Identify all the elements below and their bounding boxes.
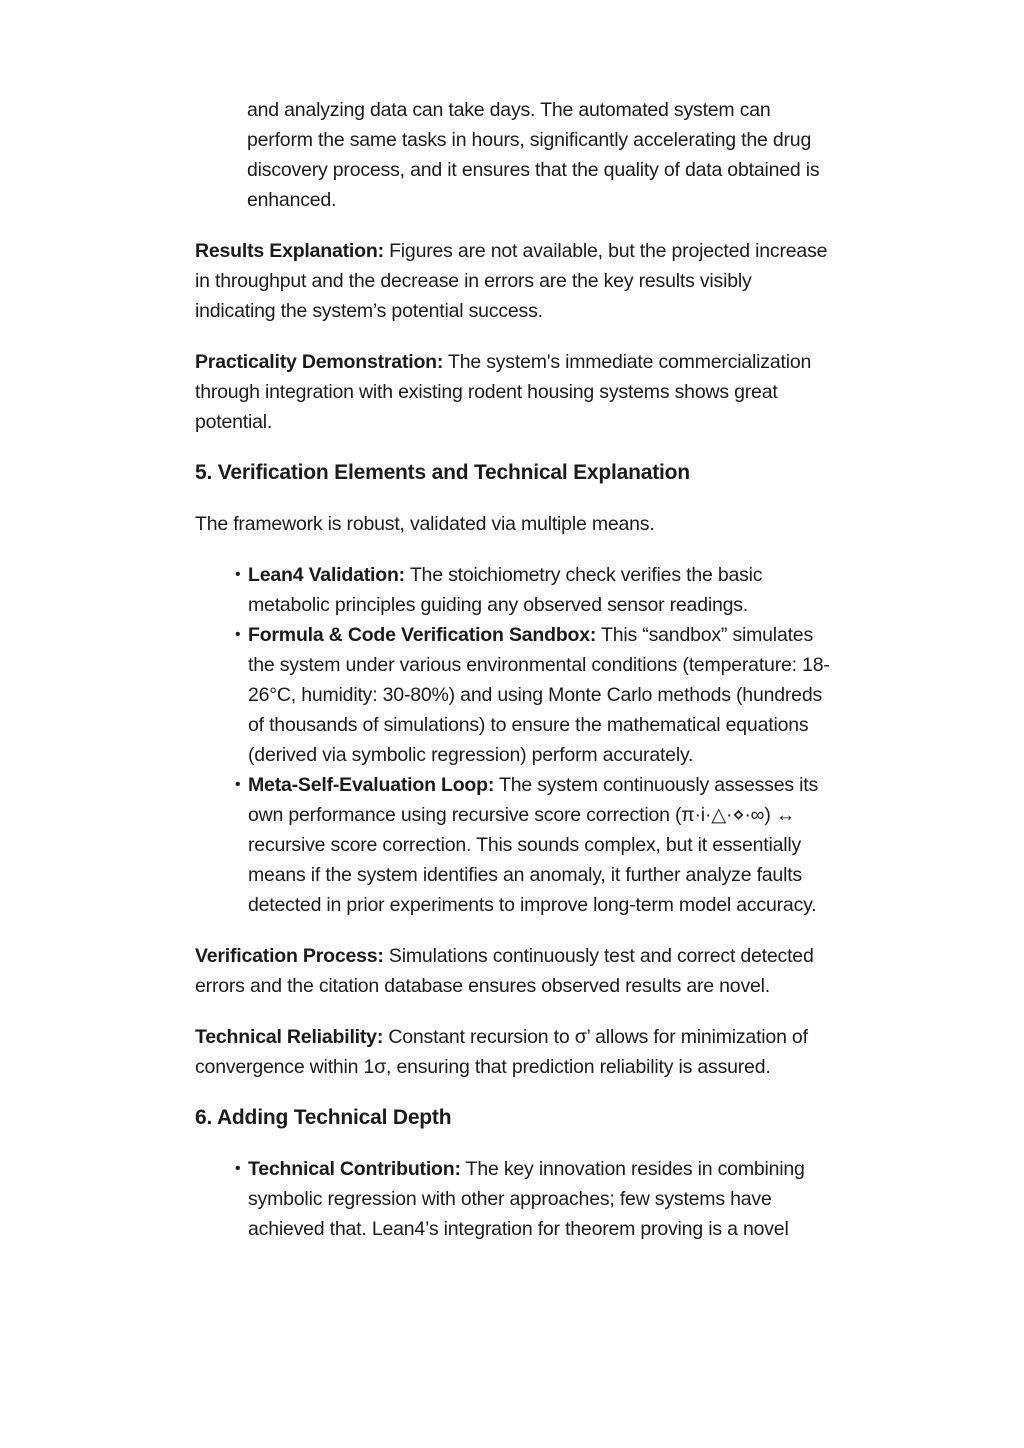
- list-item-technical-contribution: [195, 1154, 835, 1244]
- list-item-formula-code-sandbox: [195, 620, 835, 770]
- paragraph-technical-reliability: [195, 1022, 835, 1082]
- section-heading-verification-elements: 5. Verification Elements and Technical Explanation: [195, 461, 690, 484]
- list-item-text: The system continuously assesses its own performance using recursive score correction (π·i·△·⋄·∞) ↔ recursive score correction. This sounds complex, but it essentially means if the system identifies an anomaly, it further analyze faults detected in prior experiments to improve long-term model accuracy.: [248, 774, 819, 916]
- list-item-text: This “sandbox” simulates the system under various environmental conditions (temperature: 18-26°C, humidity: 30-80%) and using Monte Carlo methods (hundreds of thousands of simulations) to ensure the mathematical equations (derived via symbolic regression) perform accurately.: [248, 624, 830, 766]
- paragraph-text: Figures are not available, but the projected increase in throughput and the decrease in errors are the key results visibly indicating the system’s potential success.: [195, 240, 828, 322]
- paragraph-lead: Technical Reliability:: [195, 1026, 384, 1048]
- paragraph-text: Constant recursion to σ’ allows for minimization of convergence within 1σ, ensuring that prediction reliability is assured.: [195, 1026, 808, 1078]
- list-item-lead: Technical Contribution:: [248, 1158, 461, 1180]
- paragraph-results-explanation: [195, 236, 835, 326]
- list-item-lead: Lean4 Validation:: [248, 564, 405, 586]
- paragraph-text: Simulations continuously test and correct detected errors and the citation database ensures observed results are novel.: [195, 945, 814, 997]
- paragraph-lead: Verification Process:: [195, 945, 384, 967]
- paragraph-lead: Results Explanation:: [195, 240, 384, 262]
- list-item-text: The key innovation resides in combining symbolic regression with other approaches; few systems have achieved that. Lean4’s integration for theorem proving is a novel: [248, 1158, 805, 1240]
- list-item-lean4-validation: [195, 560, 835, 620]
- list-item-lead: Formula & Code Verification Sandbox:: [248, 624, 597, 646]
- paragraph-text: The system's immediate commercialization through integration with existing rodent housing systems shows great potential.: [195, 351, 812, 433]
- list-item-text: The stoichiometry check verifies the basic metabolic principles guiding any observed sensor readings.: [248, 564, 763, 616]
- paragraph-lead: Practicality Demonstration:: [195, 351, 444, 373]
- list-item-lead: Meta-Self-Evaluation Loop:: [248, 774, 495, 796]
- paragraph-framework-robust: The framework is robust, validated via multiple means.: [195, 513, 655, 535]
- paragraph-practicality-demonstration: [195, 347, 835, 437]
- paragraph-continuation: and analyzing data can take days. The automated system can perform the same tasks in hours, significantly accelerating the drug discovery process, and it ensures that the quality of data obtained is enhanced.: [247, 99, 820, 211]
- bullet-list-verification: [195, 560, 835, 920]
- section-heading-adding-technical-depth: 6. Adding Technical Depth: [195, 1106, 452, 1129]
- paragraph-verification-process: [195, 941, 835, 1001]
- list-item-meta-self-evaluation: [195, 770, 835, 920]
- bullet-list-technical-depth: [195, 1154, 835, 1244]
